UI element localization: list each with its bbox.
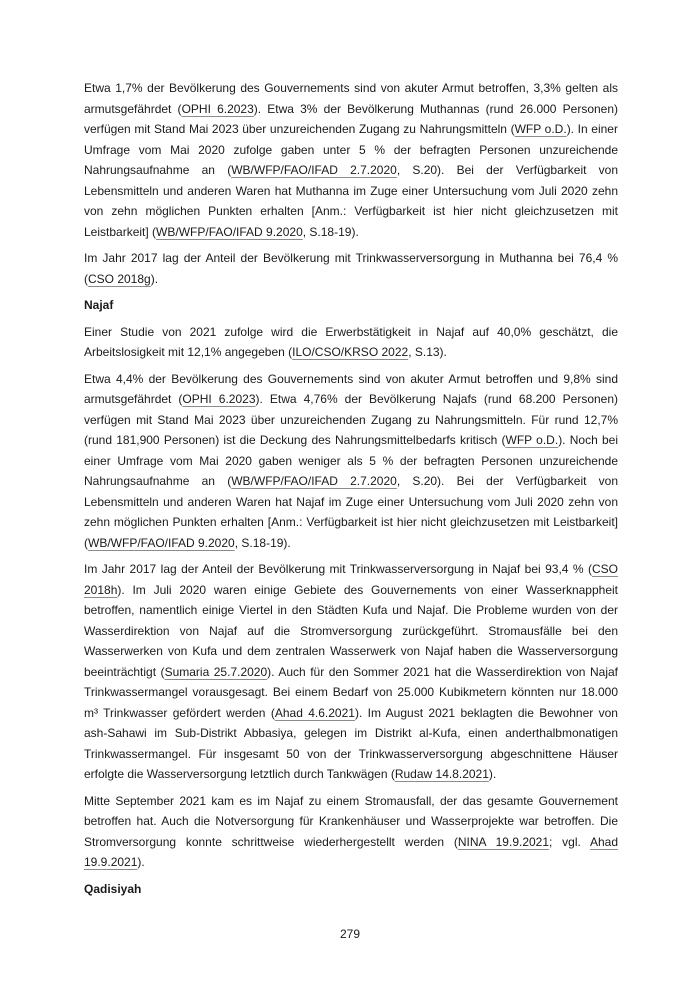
citation-link[interactable]: OPHI 6.2023 bbox=[182, 392, 256, 406]
paragraph: Einer Studie von 2021 zufolge wird die Erwerbstätigkeit in Najaf auf 40,0% geschätzt, die Arbeitslosigkeit mit 12,1% angegeben (ILO/CSO/KRSO 2022, S.13). bbox=[84, 324, 618, 359]
section-heading: Najaf bbox=[84, 298, 114, 312]
citation-link[interactable]: OPHI 6.2023 bbox=[181, 101, 254, 116]
citation-link[interactable]: WFP o.D. bbox=[505, 433, 559, 447]
paragraph: Etwa 4,4% der Bevölkerung des Gouvernements sind von akuter Armut betroffen und 9,8% sind armutsgefährdet (OPHI 6.2023). Etwa 4,76% der Bevölkerung Najafs (rund 68.200 Personen) verfügen mit Stand Mai 2023 über unzureichenden Zugang zu Nahrungsmitteln. Für rund 12,7% (rund 181,900 Personen) ist die Deckung des Nahrungsmittelbedarfs kritisch (WFP o.D.). Noch bei einer Umfrage vom Mai 2020 gaben weniger als 5 % der befragten Personen unzureichende Nahrungsaufnahme an (WB/WFP/FAO/IFAD 2.7.2020, S.20). Bei der Verfügbarkeit von Lebensmitteln und anderen Waren hat Najaf im Zuge einer Untersuchung vom Juli 2020 zehn von zehn möglichen Punkten erhalten [Anm.: Verfügbarkeit ist hier nicht gleichzusetzen mit Leistbarkeit] (WB/WFP/FAO/IFAD 9.2020, S.18-19). bbox=[84, 371, 619, 550]
citation-link[interactable]: Rudaw 14.8.2021 bbox=[394, 767, 489, 781]
page-footer bbox=[0, 926, 700, 942]
section-heading: Qadisiyah bbox=[84, 881, 142, 896]
paragraph: Etwa 1,7% der Bevölkerung des Gouvernements sind von akuter Armut betroffen, 3,3% gelten als armutsgefährdet (OPHI 6.2023). Etwa 3% der Bevölkerung Muthannas (rund 26.000 Personen) verfügen mit Stand Mai 2023 über unzureichenden Zugang zu Nahrungsmitteln (WFP o.D.). In einer Umfrage vom Mai 2020 zufolge gaben unter 5 % der befragten Personen unzureichende Nahrungsaufnahme an (WB/WFP/FAO/IFAD 2.7.2020, S.20). Bei der Verfügbarkeit von Lebensmitteln und anderen Waren hat Muthanna im Zuge einer Untersuchung vom Juli 2020 zehn von zehn möglichen Punkten erhalten [Anm.: Verfügbarkeit ist hier nicht gleichzusetzen mit Leistbarkeit] (WB/WFP/FAO/IFAD 9.2020, S.18-19). bbox=[84, 81, 619, 239]
citation-link[interactable]: Sumaria 25.7.2020 bbox=[164, 664, 268, 679]
citation-link[interactable]: WB/WFP/FAO/IFAD 9.2020 bbox=[88, 535, 235, 550]
paragraph: Mitte September 2021 kam es im Najaf zu einem Stromausfall, der das gesamte Gouvernement betroffen hat. Auch die Notversorgung für Krankenhäuser und Wasserprojekte war betroffen. Die Stromversorgung konnte schrittweise wiederhergestellt werden (NINA 19.9.2021; vgl. Ahad 19.9.2021). bbox=[84, 793, 619, 869]
citation-link[interactable]: WB/WFP/FAO/IFAD 2.7.2020 bbox=[231, 474, 397, 488]
citation-link[interactable]: NINA 19.9.2021 bbox=[457, 834, 550, 849]
citation-link[interactable]: WB/WFP/FAO/IFAD 9.2020 bbox=[156, 224, 303, 239]
document-body bbox=[84, 78, 618, 905]
citation-link[interactable]: ILO/CSO/KRSO 2022 bbox=[292, 345, 409, 359]
page-number: 279 bbox=[339, 927, 361, 941]
citation-link[interactable]: Ahad 19.9.2021 bbox=[84, 834, 619, 869]
citation-link[interactable]: WFP o.D. bbox=[514, 122, 567, 136]
citation-link[interactable]: CSO 2018g bbox=[88, 271, 151, 286]
paragraph: Im Jahr 2017 lag der Anteil der Bevölkerung mit Trinkwasserversorgung in Muthanna bei 76,4 % (CSO 2018g). bbox=[84, 251, 618, 286]
paragraph: Im Jahr 2017 lag der Anteil der Bevölkerung mit Trinkwasserversorgung in Najaf bei 93,4 % (CSO 2018h). Im Juli 2020 waren einige Gebiete des Gouvernements von einer Wasserknappheit betroffen, namentlich einige Viertel in den Städten Kufa und Najaf. Die Probleme wurden von der Wasserdirektion von Najaf auf die Stromversorgung zurückgeführt. Stromausfälle bei den Wasserwerken von Kufa und dem zentralen Wasserwerk von Najaf haben die Wasserversorgung beeinträchtigt (Sumaria 25.7.2020). Auch für den Sommer 2021 hat die Wasserdirektion von Najaf Trinkwassermangel vorausgesagt. Bei einem Bedarf von 25.000 Kubikmetern könnten nur 18.000 m³ Trinkwasser gefördert werden (Ahad 4.6.2021). Im August 2021 beklagten die Bewohner von ash-Sahawi im Sub-Distrikt Abbasiya, gelegen im Distrikt al-Kufa, einen anderthalbmonatigen Trinkwassermangel. Für insgesamt 50 von der Trinkwasserversorgung abgeschnittene Häuser erfolgte die Wasserversorgung letztlich durch Tankwägen (Rudaw 14.8.2021). bbox=[84, 562, 618, 781]
citation-link[interactable]: Ahad 4.6.2021 bbox=[274, 705, 355, 720]
citation-link[interactable]: WB/WFP/FAO/IFAD 2.7.2020 bbox=[231, 163, 397, 177]
citation-link[interactable]: CSO 2018h bbox=[84, 562, 618, 597]
